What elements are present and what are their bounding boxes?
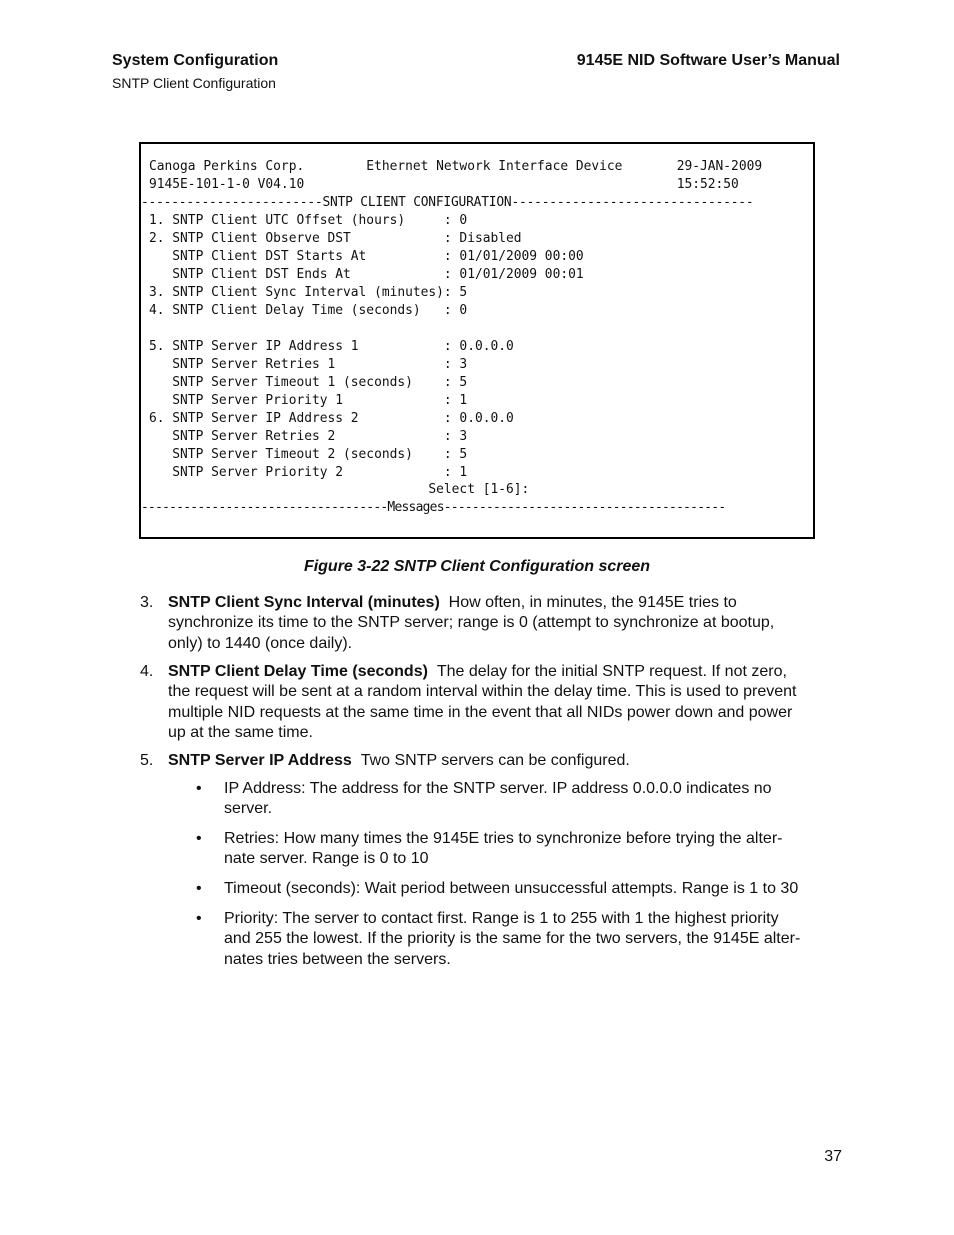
terminal-section-rule: ------------------------SNTP CLIENT CONFIGURATION-------------------------------- <box>141 195 754 210</box>
terminal-menu-row[interactable]: 4. SNTP Client Delay Time (seconds) : 0 <box>149 303 468 318</box>
description-item <box>140 593 844 654</box>
terminal-header-line-1: Canoga Perkins Corp. Ethernet Network Interface Device 29-JAN-2009 <box>149 159 763 174</box>
bullet-text-line: nate server. Range is 0 to 10 <box>224 850 429 868</box>
terminal-menu-row: SNTP Client DST Ends At : 01/01/2009 00:01 <box>149 267 584 282</box>
bullet-icon: • <box>196 830 202 847</box>
description-item <box>140 751 844 771</box>
terminal-menu-row: SNTP Server Priority 2 : 1 <box>149 465 468 480</box>
item-term: SNTP Server IP Address <box>168 752 352 769</box>
bullet-item <box>196 829 844 870</box>
terminal-menu-row: SNTP Server Timeout 2 (seconds) : 5 <box>149 447 468 462</box>
terminal-menu-row[interactable]: 5. SNTP Server IP Address 1 : 0.0.0.0 <box>149 339 514 354</box>
page-header-left <box>112 52 278 93</box>
bullet-icon: • <box>196 780 202 797</box>
bullet-item <box>196 909 844 970</box>
item-text-line: How often, in minutes, the 9145E tries to <box>448 594 737 611</box>
terminal-screen <box>139 142 815 539</box>
bullet-item <box>196 879 844 899</box>
section-title: System Configuration <box>112 52 279 69</box>
bullet-icon: • <box>196 880 202 897</box>
bullet-text-line: Priority: The server to contact first. Range is 1 to 255 with 1 the highest priority <box>224 910 779 927</box>
terminal-header-line-2: 9145E-101-1-0 V04.10 15:52:50 <box>149 177 739 192</box>
messages-rule: -----------------------------------Messages---------------------------------------- <box>141 500 726 515</box>
terminal-menu-row: SNTP Server Priority 1 : 1 <box>149 393 468 408</box>
terminal-menu-row[interactable]: 3. SNTP Client Sync Interval (minutes): 5 <box>149 285 468 300</box>
item-number: 3. <box>140 594 154 611</box>
bullet-text-line: Timeout (seconds): Wait period between unsuccessful attempts. Range is 1 to 30 <box>224 880 799 897</box>
item-text-line: up at the same time. <box>168 724 313 742</box>
figure-caption: Figure 3-22 SNTP Client Configuration screen <box>303 558 651 575</box>
item-number: 4. <box>140 663 154 680</box>
item-term: SNTP Client Delay Time (seconds) <box>168 663 428 680</box>
page-number: 37 <box>824 1148 842 1165</box>
bullet-text-line: Retries: How many times the 9145E tries to synchronize before trying the alter- <box>224 830 783 847</box>
manual-title: 9145E NID Software User’s Manual <box>576 52 840 69</box>
terminal-menu-row: SNTP Server Retries 2 : 3 <box>149 429 468 444</box>
bullet-text-line: IP Address: The address for the SNTP server. IP address 0.0.0.0 indicates no <box>224 780 772 797</box>
bullet-text-line: nates tries between the servers. <box>224 950 451 968</box>
item-text-line: Two SNTP servers can be configured. <box>360 752 630 769</box>
terminal-menu-row[interactable]: 6. SNTP Server IP Address 2 : 0.0.0.0 <box>149 411 514 426</box>
bullet-icon: • <box>196 910 202 927</box>
terminal-menu-row: SNTP Server Timeout 1 (seconds) : 5 <box>149 375 468 390</box>
item-text-line: the request will be sent at a random interval within the delay time. This is used to prevent <box>168 683 797 701</box>
item-term: SNTP Client Sync Interval (minutes) <box>168 594 440 611</box>
item-text-line: only) to 1440 (once daily). <box>168 634 353 652</box>
item-text-line: The delay for the initial SNTP request. If not zero, <box>436 663 787 680</box>
terminal-menu-row[interactable]: 2. SNTP Client Observe DST : Disabled <box>149 231 522 246</box>
item-text-line: multiple NID requests at the same time in the event that all NIDs power down and power <box>168 703 793 721</box>
terminal-menu-row: SNTP Server Retries 1 : 3 <box>149 357 468 372</box>
bullet-text-line: server. <box>224 800 273 818</box>
bullet-item <box>196 779 844 820</box>
item-number: 5. <box>140 752 154 769</box>
subsection-title: SNTP Client Configuration <box>112 75 276 91</box>
bullet-text-line: and 255 the lowest. If the priority is the same for the two servers, the 9145E alter- <box>224 930 801 948</box>
item-text-line: synchronize its time to the SNTP server; range is 0 (attempt to synchronize at bootup, <box>168 614 775 632</box>
select-prompt[interactable]: Select [1-6]: <box>149 482 530 497</box>
terminal-menu-row: SNTP Client DST Starts At : 01/01/2009 00:00 <box>149 249 584 264</box>
terminal-menu-row[interactable]: 1. SNTP Client UTC Offset (hours) : 0 <box>149 213 468 228</box>
description-item <box>140 662 844 744</box>
